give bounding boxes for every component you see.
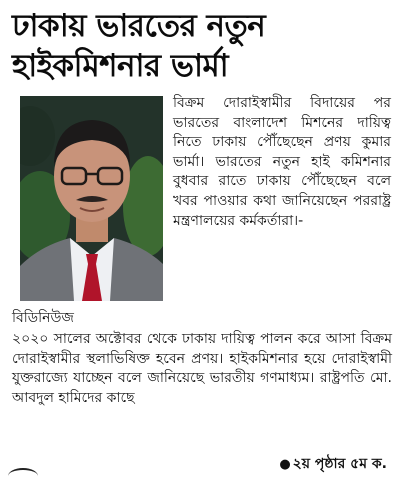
portrait-illustration bbox=[20, 96, 163, 301]
portrait-photo bbox=[20, 96, 163, 301]
body-paragraph: ২০২০ সালের অক্টোবর থেকে ঢাকায় দায়িত্ব পালন করে আসা বিক্রম দোরাইস্বামীর স্থলাভিষিক্ত হবেন প্রণয়। হাইকমিশনার হয়ে দোরাইস্বামী যুক্তরাজ্যে যাচ্ছেন বলে জানিয়েছে ভারতীয় গণমাধ্যম। রাষ্ট্রপতি মো. আবদুল হামিদের কাছে bbox=[12, 331, 392, 406]
page-fold-mark bbox=[8, 468, 38, 484]
headline-line-1: ঢাকায় ভারতের নতুন bbox=[12, 8, 266, 44]
continuation-note bbox=[279, 452, 387, 476]
headline bbox=[12, 6, 392, 86]
lead-paragraph: বিক্রম দোরাইস্বামীর বিদায়ের পর ভারতের বাংলাদেশ মিশনের দায়িত্ব নিতে ঢাকায় পৌঁছেছেন প্রণয় কুমার ভার্মা। ভারতের নতুন হাই কমিশনার বুধবার রাতে ঢাকায় পৌঁছেছেন বলে খবর পাওয়ার কথা জানিয়েছেন পররাষ্ট্র মন্ত্রণালয়ের কর্মকর্তারা।- bbox=[173, 95, 391, 229]
continuation-label: ২য় পৃষ্ঠার ৫ম ক. bbox=[292, 456, 387, 472]
lead-source: বিডিনিউজ bbox=[12, 310, 74, 326]
headline-line-2: হাইকমিশনার ভার্মা bbox=[12, 48, 229, 84]
bullet-icon: ● bbox=[279, 457, 291, 472]
